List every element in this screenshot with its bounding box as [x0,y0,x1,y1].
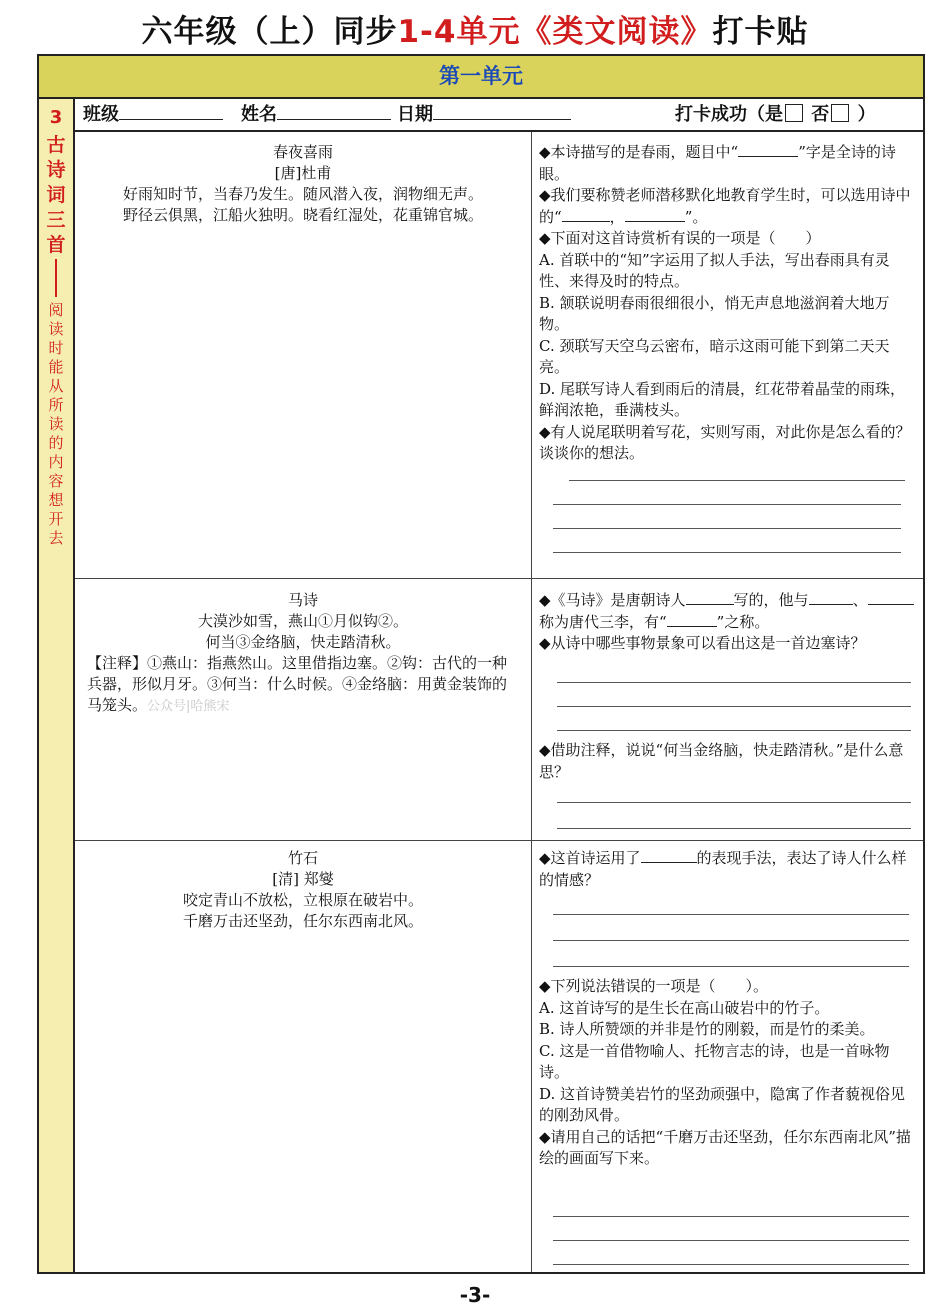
q1-2a: ◆我们要称赞老师潜移默化地教育学生时，可以选用诗中的“ [539,186,911,226]
q1-opt-a: A. 首联中的“知”字运用了拟人手法，写出春雨具有灵性、来得及时的特点。 [539,250,890,290]
q3-opt-a: A. 这首诗写的是生长在高山破岩中的竹子。 [539,998,830,1017]
q2-2: ◆从诗中哪些事物景象可以看出这是一首边塞诗？ [539,634,866,652]
poem-3-line2: 千磨万击还坚劲，任尔东西南北风。 [182,912,423,930]
page-number: -3- [459,1283,491,1307]
answer-line[interactable] [569,480,905,481]
poem-2-title: 马诗 [287,591,318,609]
q3-opt-b: B. 诗人所赞颂的并非是竹的刚毅，而是竹的柔美。 [539,1020,875,1038]
name-field[interactable] [277,99,391,120]
answer-line[interactable] [553,1264,909,1265]
q3-opt-d: D. 这首诗赞美岩竹的坚劲顽强中，隐寓了作者藐视俗见的刚劲风骨。 [539,1084,906,1124]
poem-1-title: 春夜喜雨 [272,143,333,161]
questions-3 [539,848,919,891]
q3-1b: 的表现手法，表达了诗人什么样的情感？ [539,849,907,889]
q2-1-blank2[interactable] [809,590,853,605]
worksheet-frame [37,54,925,1274]
answer-line[interactable] [557,828,911,829]
q1-opt-b: B. 颔联说明春雨很细很小，悄无声息地滋润着大地万物。 [539,293,890,333]
side-column [39,99,75,1272]
title-part2: 1-4单元《类文阅读》 [397,14,713,50]
poem-1-author: [唐]杜甫 [274,164,332,182]
checkin-label [675,99,876,130]
q1-opt-c: C. 颈联写天空乌云密布，暗示这雨可能下到第二天天亮。 [539,336,890,376]
column-divider [531,132,532,1272]
poem-3-author: [清] 郑燮 [272,870,334,888]
unit-header: 第一单元 [39,56,923,99]
q2-3: ◆借助注释，说说“何当金络脑，快走踏清秋。”是什么意思？ [539,741,904,781]
q2-1b: 写的，他与 [733,591,809,609]
date-label-text: 日期 [397,104,433,125]
answer-line[interactable] [553,528,901,529]
q1-4: ◆有人说尾联明着写花，实则写雨，对此你是怎么看的？谈谈你的想法。 [539,422,911,462]
q2-1-blank3[interactable] [868,590,914,605]
questions-1 [539,142,919,465]
answer-line[interactable] [557,802,911,803]
date-field[interactable] [433,99,571,120]
q2-1e: ”之称。 [716,612,770,631]
q1-3: ◆下面对这首诗赏析有误的一项是（ ） [539,229,821,247]
poem-3-title: 竹石 [287,849,318,867]
q2-1a: ◆《马诗》是唐朝诗人 [539,591,686,609]
class-label [83,99,223,130]
answer-line[interactable] [553,1216,909,1217]
answer-line[interactable] [553,914,909,915]
q3-1 [539,848,919,891]
title-part1: 六年级（上）同步 [141,14,398,50]
q1-2c: ”。 [684,207,708,226]
q1-2-blank2[interactable] [625,207,685,222]
answer-line[interactable] [553,940,909,941]
date-label [397,99,571,130]
watermark: 公众号|哈熊宋 [147,699,230,714]
row-divider-2 [75,840,923,841]
answer-line[interactable] [557,682,911,683]
poem-2-line1: 大漠沙如雪，燕山①月似钩②。 [197,612,408,630]
q3-1-blank[interactable] [641,848,697,863]
questions-2 [539,590,919,655]
poem-1-line1: 好雨知时节，当春乃发生。随风潜入夜，润物细无声。 [122,185,483,203]
poem-2-line2: 何当③金络脑，快走踏清秋。 [205,633,401,651]
lesson-title-text: 古诗词三首 [46,134,66,256]
answer-line[interactable] [553,966,909,967]
q2-1-blank4[interactable] [667,612,717,627]
poem-2-note-text: 【注释】①燕山：指燕然山。这里借指边塞。②钩：古代的一种兵器，形似月牙。③何当：什么时候。④金络脑：用黄金装饰的马笼头。 [87,654,508,714]
q3-3: ◆请用自己的话把“千磨万击还坚劲，任尔东西南北风”描绘的画面写下来。 [539,1127,911,1167]
questions-3b [539,976,919,1170]
answer-line[interactable] [557,706,911,707]
q1-opt-d: D. 尾联写诗人看到雨后的清晨，红花带着晶莹的雨珠，鲜润浓艳，垂满枝头。 [539,379,906,419]
answer-line[interactable] [553,1240,909,1241]
class-field[interactable] [119,99,223,120]
subtitle-dash [55,259,57,297]
poem-3 [75,848,531,932]
q3-1a: ◆这首诗运用了 [539,849,641,867]
q1-1-blank[interactable] [738,142,798,157]
q3-opt-c: C. 这是一首借物喻人、托物言志的诗，也是一首咏物诗。 [539,1041,890,1081]
close-paren: ） [857,104,876,125]
lesson-number: 3 [49,107,63,128]
answer-line[interactable] [557,730,911,731]
poem-3-line1: 咬定青山不放松，立根原在破岩中。 [182,891,423,909]
answer-line[interactable] [553,504,901,505]
title-part3: 打卡贴 [712,14,809,50]
poem-2-note [75,653,531,717]
lesson-title [39,133,73,258]
name-label [241,99,391,130]
q2-1c: 、 [852,591,868,609]
q1-1b: ”字是全诗的诗眼。 [539,143,896,183]
q2-1-blank1[interactable] [686,590,734,605]
no-label-text: 否 [811,104,830,125]
no-checkbox[interactable] [831,104,849,122]
q1-2b: ， [609,207,625,226]
class-label-text: 班级 [83,104,119,125]
lesson-subtitle [39,259,73,548]
info-row [75,99,923,132]
lesson-subtitle-text: 阅读时能从所读的内容想开去 [48,301,64,547]
q1-2 [539,185,919,228]
q2-1d: 称为唐代三李，有“ [539,612,667,631]
answer-line[interactable] [553,552,901,553]
q1-1 [539,142,919,185]
questions-2b [539,740,919,783]
q2-1 [539,590,919,633]
q1-2-blank1[interactable] [562,207,610,222]
row-divider-1 [75,578,923,579]
yes-checkbox[interactable] [785,104,803,122]
page-title [0,6,950,51]
poem-1 [75,142,531,226]
poem-2 [75,590,531,717]
q3-2: ◆下列说法错误的一项是（ ）。 [539,977,769,995]
q1-1a: ◆本诗描写的是春雨，题目中“ [539,143,739,161]
poem-1-line2: 野径云俱黑，江船火独明。晓看红湿处，花重锦官城。 [122,206,483,224]
name-label-text: 姓名 [241,104,277,125]
checkin-label-text: 打卡成功（是 [675,104,783,125]
